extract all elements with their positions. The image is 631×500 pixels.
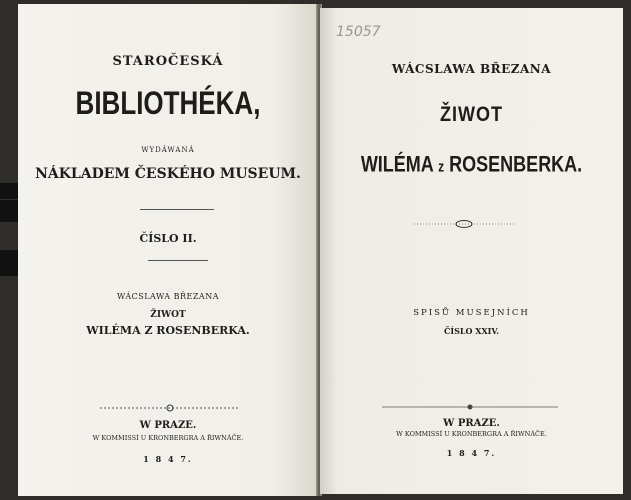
imprint-place: W PRAZE.	[443, 418, 500, 429]
divider-2	[148, 260, 208, 261]
series-name: SPISŮ MUSEJNÍCH	[413, 308, 530, 318]
imprint-year: 1 8 4 7.	[143, 454, 193, 464]
volume-number: ČÍSLO II.	[139, 232, 197, 245]
title-place: ROSENBERKA.	[449, 151, 583, 177]
ornament-divider	[414, 219, 514, 229]
series-line1: STAROČESKÁ	[112, 54, 224, 69]
author: WÁCSLAWA BŘEZANA	[391, 62, 552, 76]
imprint-place: W PRAZE.	[139, 420, 197, 431]
publisher-name: NÁKLADEM ČESKÉHO MUSEUM.	[35, 166, 301, 182]
imprint-distributor: W KOMMISSÍ U KRONBERGRA A ŘIWNÁČE.	[396, 430, 547, 438]
imprint-year: 1 8 4 7.	[446, 448, 497, 458]
series-number: ČÍSLO XXIV.	[443, 326, 499, 336]
work-title-line2: WILÉMA Z ROSENBERKA.	[86, 324, 250, 337]
divider-1	[140, 209, 214, 210]
right-title-page	[320, 8, 623, 494]
title-name: WILÉMA	[360, 151, 434, 177]
ornament-divider	[100, 403, 240, 413]
pencil-mark: 15057	[336, 24, 381, 40]
work-title-line1: ŽIWOT	[150, 310, 186, 320]
work-title-line1: ŽIWOT	[440, 101, 503, 126]
title-preposition: z	[438, 157, 445, 176]
imprint-distributor: W KOMMISSÍ U KRONBERGRA A ŘIWNÁČE.	[92, 434, 244, 442]
ornament-divider-bottom	[382, 402, 558, 412]
work-title-line2	[320, 151, 623, 177]
author: WÁCSLAWA BŘEZANA	[117, 292, 219, 301]
publisher-prefix: WYDÁWANÁ	[141, 146, 195, 154]
series-line2: BIBLIOTHÉKA,	[75, 84, 261, 122]
left-title-page	[18, 4, 318, 496]
